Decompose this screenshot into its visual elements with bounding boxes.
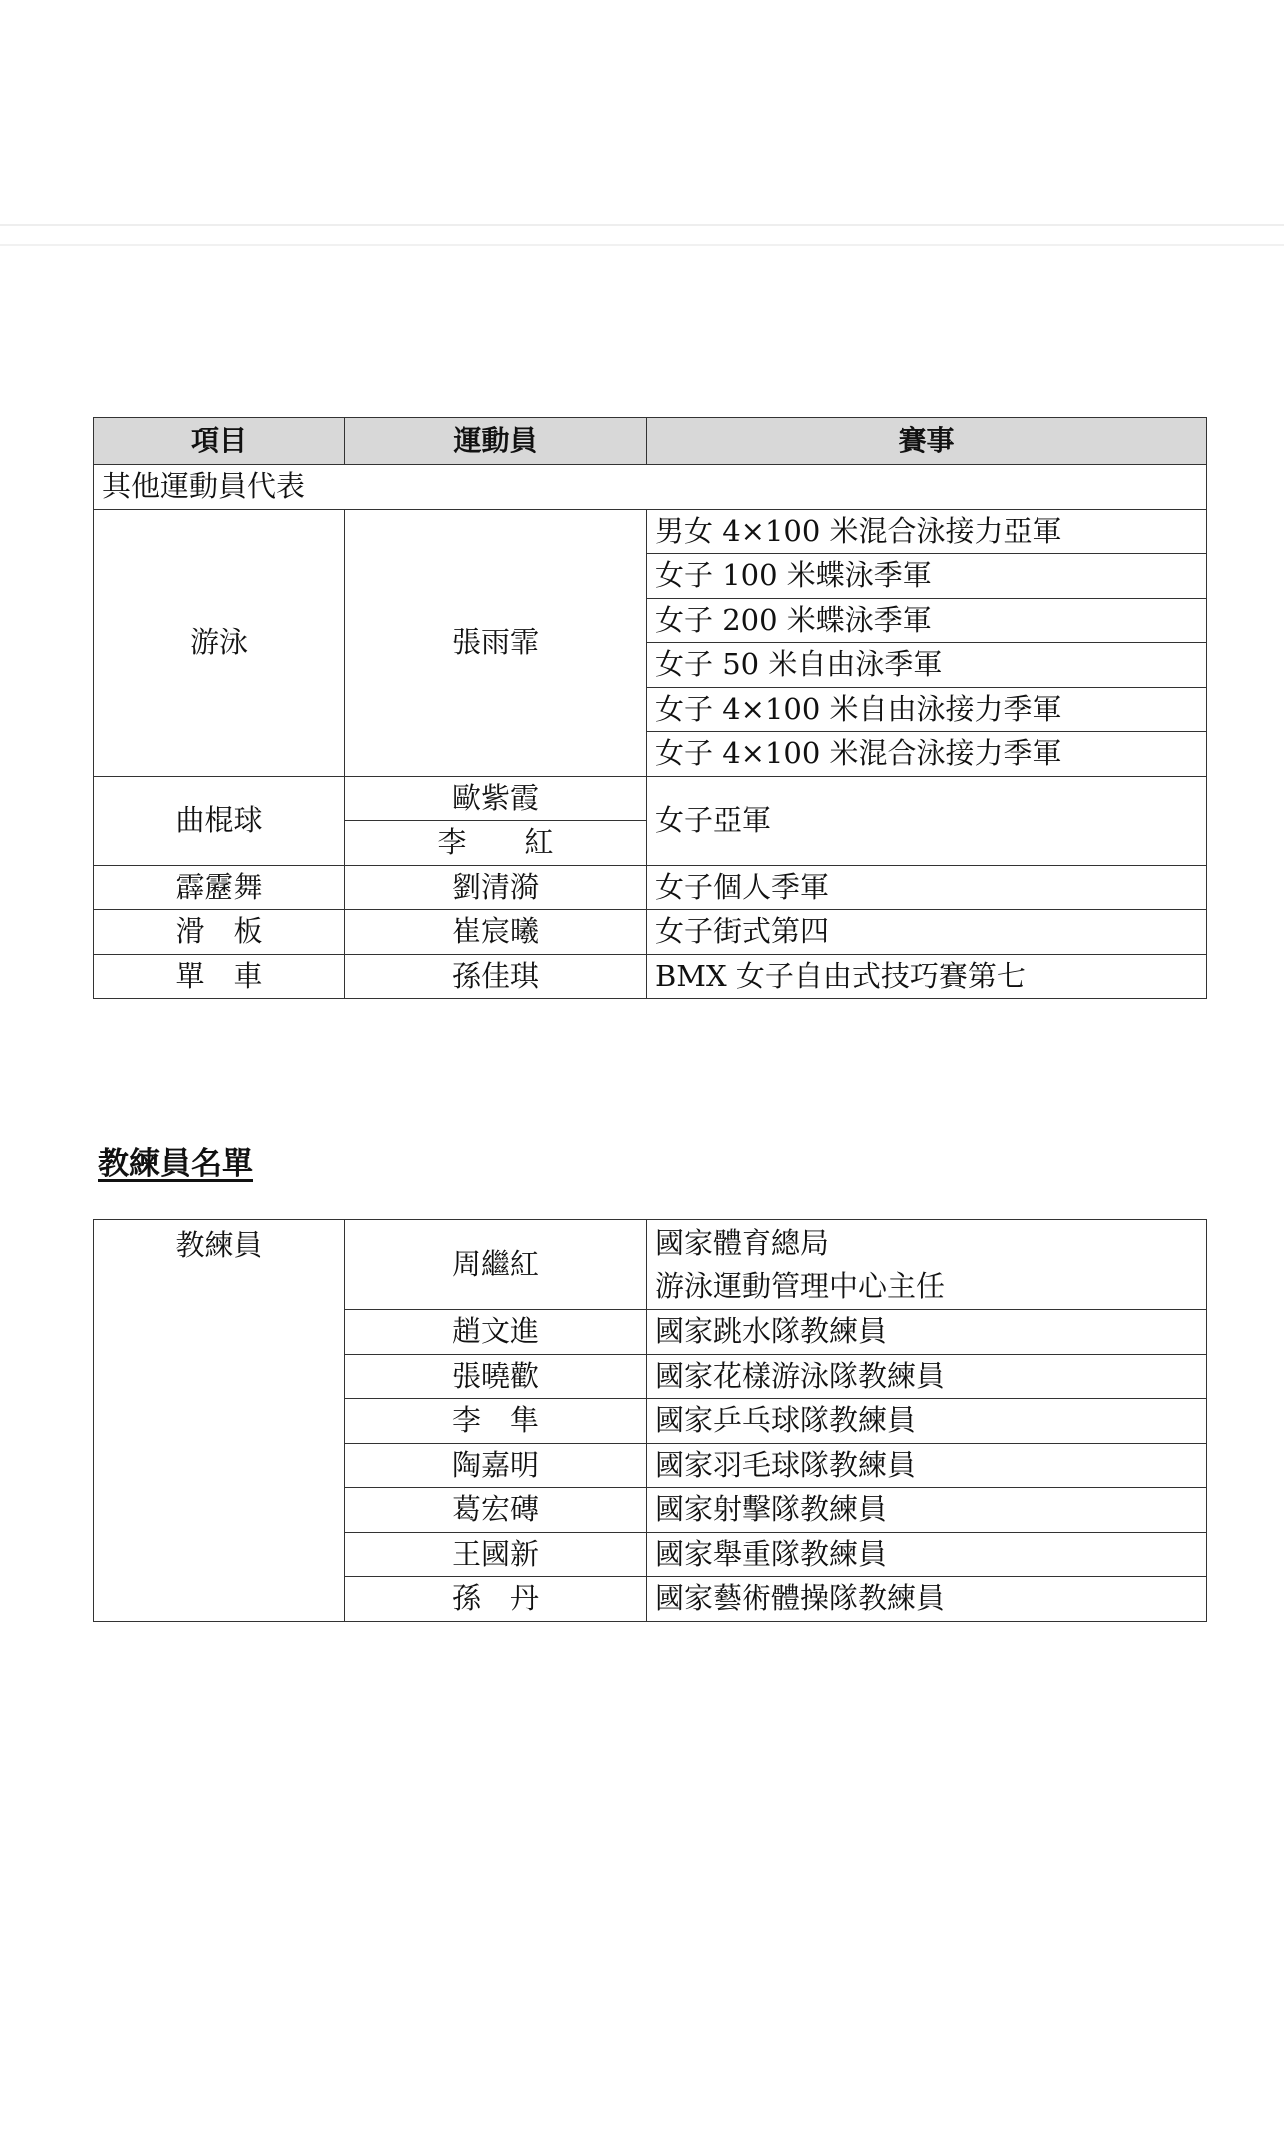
results-table [93,417,1207,999]
athlete-cell: 李 紅 [345,821,647,866]
coach-title-cell: 國家體育總局 游泳運動管理中心主任 [647,1220,1207,1310]
event-cell: 女子亞軍 [647,776,1207,865]
coach-name-cell: 李 隼 [345,1399,647,1444]
event-cell: 男女 4×100 米混合泳接力亞軍 [647,509,1207,554]
sport-cell: 曲棍球 [94,776,345,865]
coach-name-cell: 周繼紅 [345,1220,647,1310]
athlete-cell: 劉清漪 [345,865,647,910]
event-cell: BMX 女子自由式技巧賽第七 [647,954,1207,999]
table-row [94,865,1207,910]
sport-cell: 游泳 [94,509,345,776]
coach-name-cell: 王國新 [345,1532,647,1577]
coach-title-cell: 國家乒乓球隊教練員 [647,1399,1207,1444]
header-sport: 項目 [94,418,345,465]
table-row [94,1220,1207,1310]
event-cell: 女子個人季軍 [647,865,1207,910]
coaches-table [93,1219,1207,1622]
event-cell: 女子街式第四 [647,910,1207,955]
event-cell: 女子 100 米蝶泳季軍 [647,554,1207,599]
table-row [94,776,1207,821]
coach-name-cell: 張曉歡 [345,1354,647,1399]
coach-name-cell: 趙文進 [345,1310,647,1355]
coach-name-cell: 孫 丹 [345,1577,647,1622]
header-athlete: 運動員 [345,418,647,465]
role-cell: 教練員 [94,1220,345,1622]
sport-cell: 單 車 [94,954,345,999]
table-header-row [94,418,1207,465]
section-label: 其他運動員代表 [94,465,1207,510]
coach-title-cell: 國家藝術體操隊教練員 [647,1577,1207,1622]
table-row [94,509,1207,554]
table-row [94,954,1207,999]
athlete-cell: 孫佳琪 [345,954,647,999]
sport-cell: 滑 板 [94,910,345,955]
coach-title-cell: 國家花樣游泳隊教練員 [647,1354,1207,1399]
event-cell: 女子 4×100 米混合泳接力季軍 [647,732,1207,777]
coach-name-cell: 葛宏磚 [345,1488,647,1533]
table-row [94,910,1207,955]
coach-name-cell: 陶嘉明 [345,1443,647,1488]
coach-title-cell: 國家羽毛球隊教練員 [647,1443,1207,1488]
event-cell: 女子 4×100 米自由泳接力季軍 [647,687,1207,732]
coach-title-cell: 國家射擊隊教練員 [647,1488,1207,1533]
section-row [94,465,1207,510]
coach-title-cell: 國家舉重隊教練員 [647,1532,1207,1577]
event-cell: 女子 200 米蝶泳季軍 [647,598,1207,643]
sport-cell: 霹靂舞 [94,865,345,910]
top-divider [0,224,1284,246]
event-cell: 女子 50 米自由泳季軍 [647,643,1207,688]
athlete-cell: 張雨霏 [345,509,647,776]
coach-title-cell: 國家跳水隊教練員 [647,1310,1207,1355]
header-event: 賽事 [647,418,1207,465]
coaches-heading: 教練員名單 [98,1146,253,1182]
athlete-cell: 歐紫霞 [345,776,647,821]
athlete-cell: 崔宸曦 [345,910,647,955]
